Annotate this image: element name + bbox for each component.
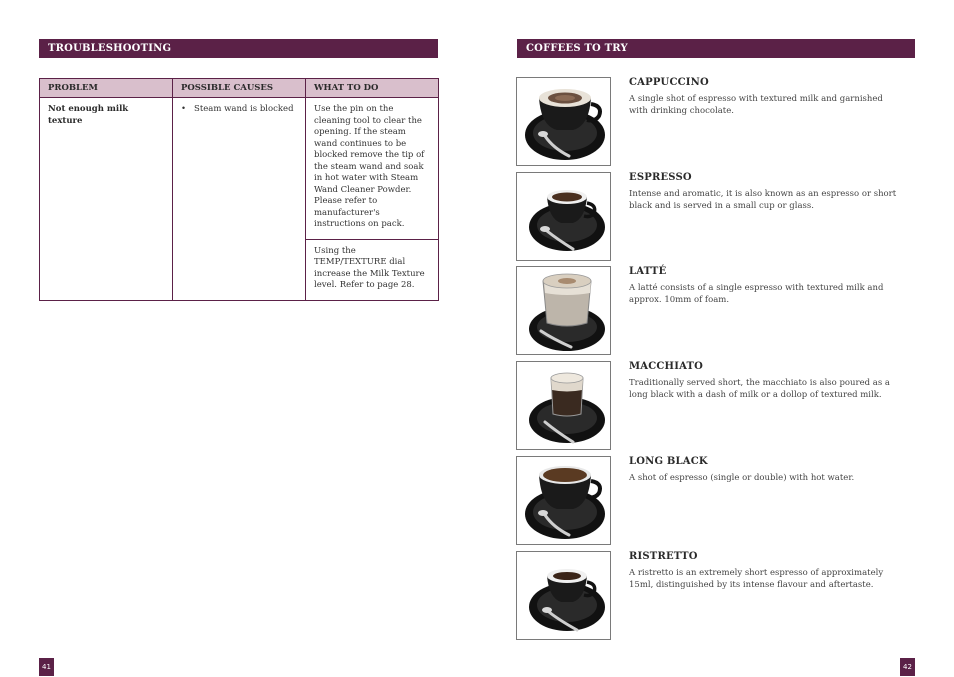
- ristretto-cup-photo: [516, 551, 611, 640]
- coffee-item-latte: [516, 266, 916, 355]
- coffee-title: ESPRESSO: [629, 172, 692, 183]
- macchiato-glass-photo: [516, 361, 611, 450]
- cause-cell: [173, 98, 306, 301]
- coffee-item-ristretto: [516, 551, 916, 640]
- latte-glass-photo: [516, 266, 611, 355]
- troubleshooting-banner: TROUBLESHOOTING: [39, 39, 438, 58]
- coffee-desc: A latté consists of a single espresso with textured milk and approx. 10mm of foam.: [629, 283, 884, 305]
- coffee-desc: Intense and aromatic, it is also known as an espresso or short black and is served in a small cup or glass.: [629, 189, 897, 211]
- coffees-banner: COFFEES TO TRY: [517, 39, 915, 58]
- table-row: [40, 98, 439, 240]
- action-cell-2: Using the TEMP/TEXTURE dial increase the Milk Texture level. Refer to page 28.: [306, 239, 439, 300]
- action-cell-1: Use the pin on the cleaning tool to clear the opening. If the steam wand continues to be blocked remove the tip of the steam wand and soak in hot water with Steam Wand Cleaner Powder. Please refer to manufacturer's instructions on pack.: [306, 98, 439, 240]
- long-black-cup-photo: [516, 456, 611, 545]
- coffee-desc: A ristretto is an extremely short espresso of approximately 15ml, distinguished by its intense flavour and aftertaste.: [629, 568, 884, 590]
- page-number-left: 41: [39, 658, 54, 676]
- coffee-desc: A shot of espresso (single or double) with hot water.: [629, 473, 855, 483]
- cause-text: Steam wand is blocked: [194, 104, 294, 114]
- troubleshooting-table: [39, 78, 439, 301]
- coffee-item-macchiato: [516, 361, 916, 450]
- header-problem: PROBLEM: [40, 79, 173, 98]
- coffee-title: MACCHIATO: [629, 361, 704, 372]
- coffee-title: CAPPUCCINO: [629, 77, 709, 88]
- header-what-to-do: WHAT TO DO: [306, 79, 439, 98]
- coffee-desc: Traditionally served short, the macchiato is also poured as a long black with a dash of milk or a dollop of textured milk.: [629, 378, 890, 400]
- problem-cell: Not enough milk texture: [40, 98, 173, 301]
- header-possible-causes: POSSIBLE CAUSES: [173, 79, 306, 98]
- coffee-title: RISTRETTO: [629, 551, 698, 562]
- espresso-cup-photo: [516, 172, 611, 261]
- coffee-item-long-black: [516, 456, 916, 545]
- coffee-desc: A single shot of espresso with textured milk and garnished with drinking chocolate.: [629, 94, 883, 116]
- cappuccino-cup-photo: [516, 77, 611, 166]
- coffee-title: LATTÉ: [629, 266, 667, 277]
- coffee-item-cappuccino: [516, 77, 916, 166]
- coffee-item-espresso: [516, 172, 916, 261]
- table-header-row: [40, 79, 439, 98]
- page-number-right: 42: [900, 658, 915, 676]
- bullet-icon: •: [181, 104, 187, 114]
- coffee-title: LONG BLACK: [629, 456, 708, 467]
